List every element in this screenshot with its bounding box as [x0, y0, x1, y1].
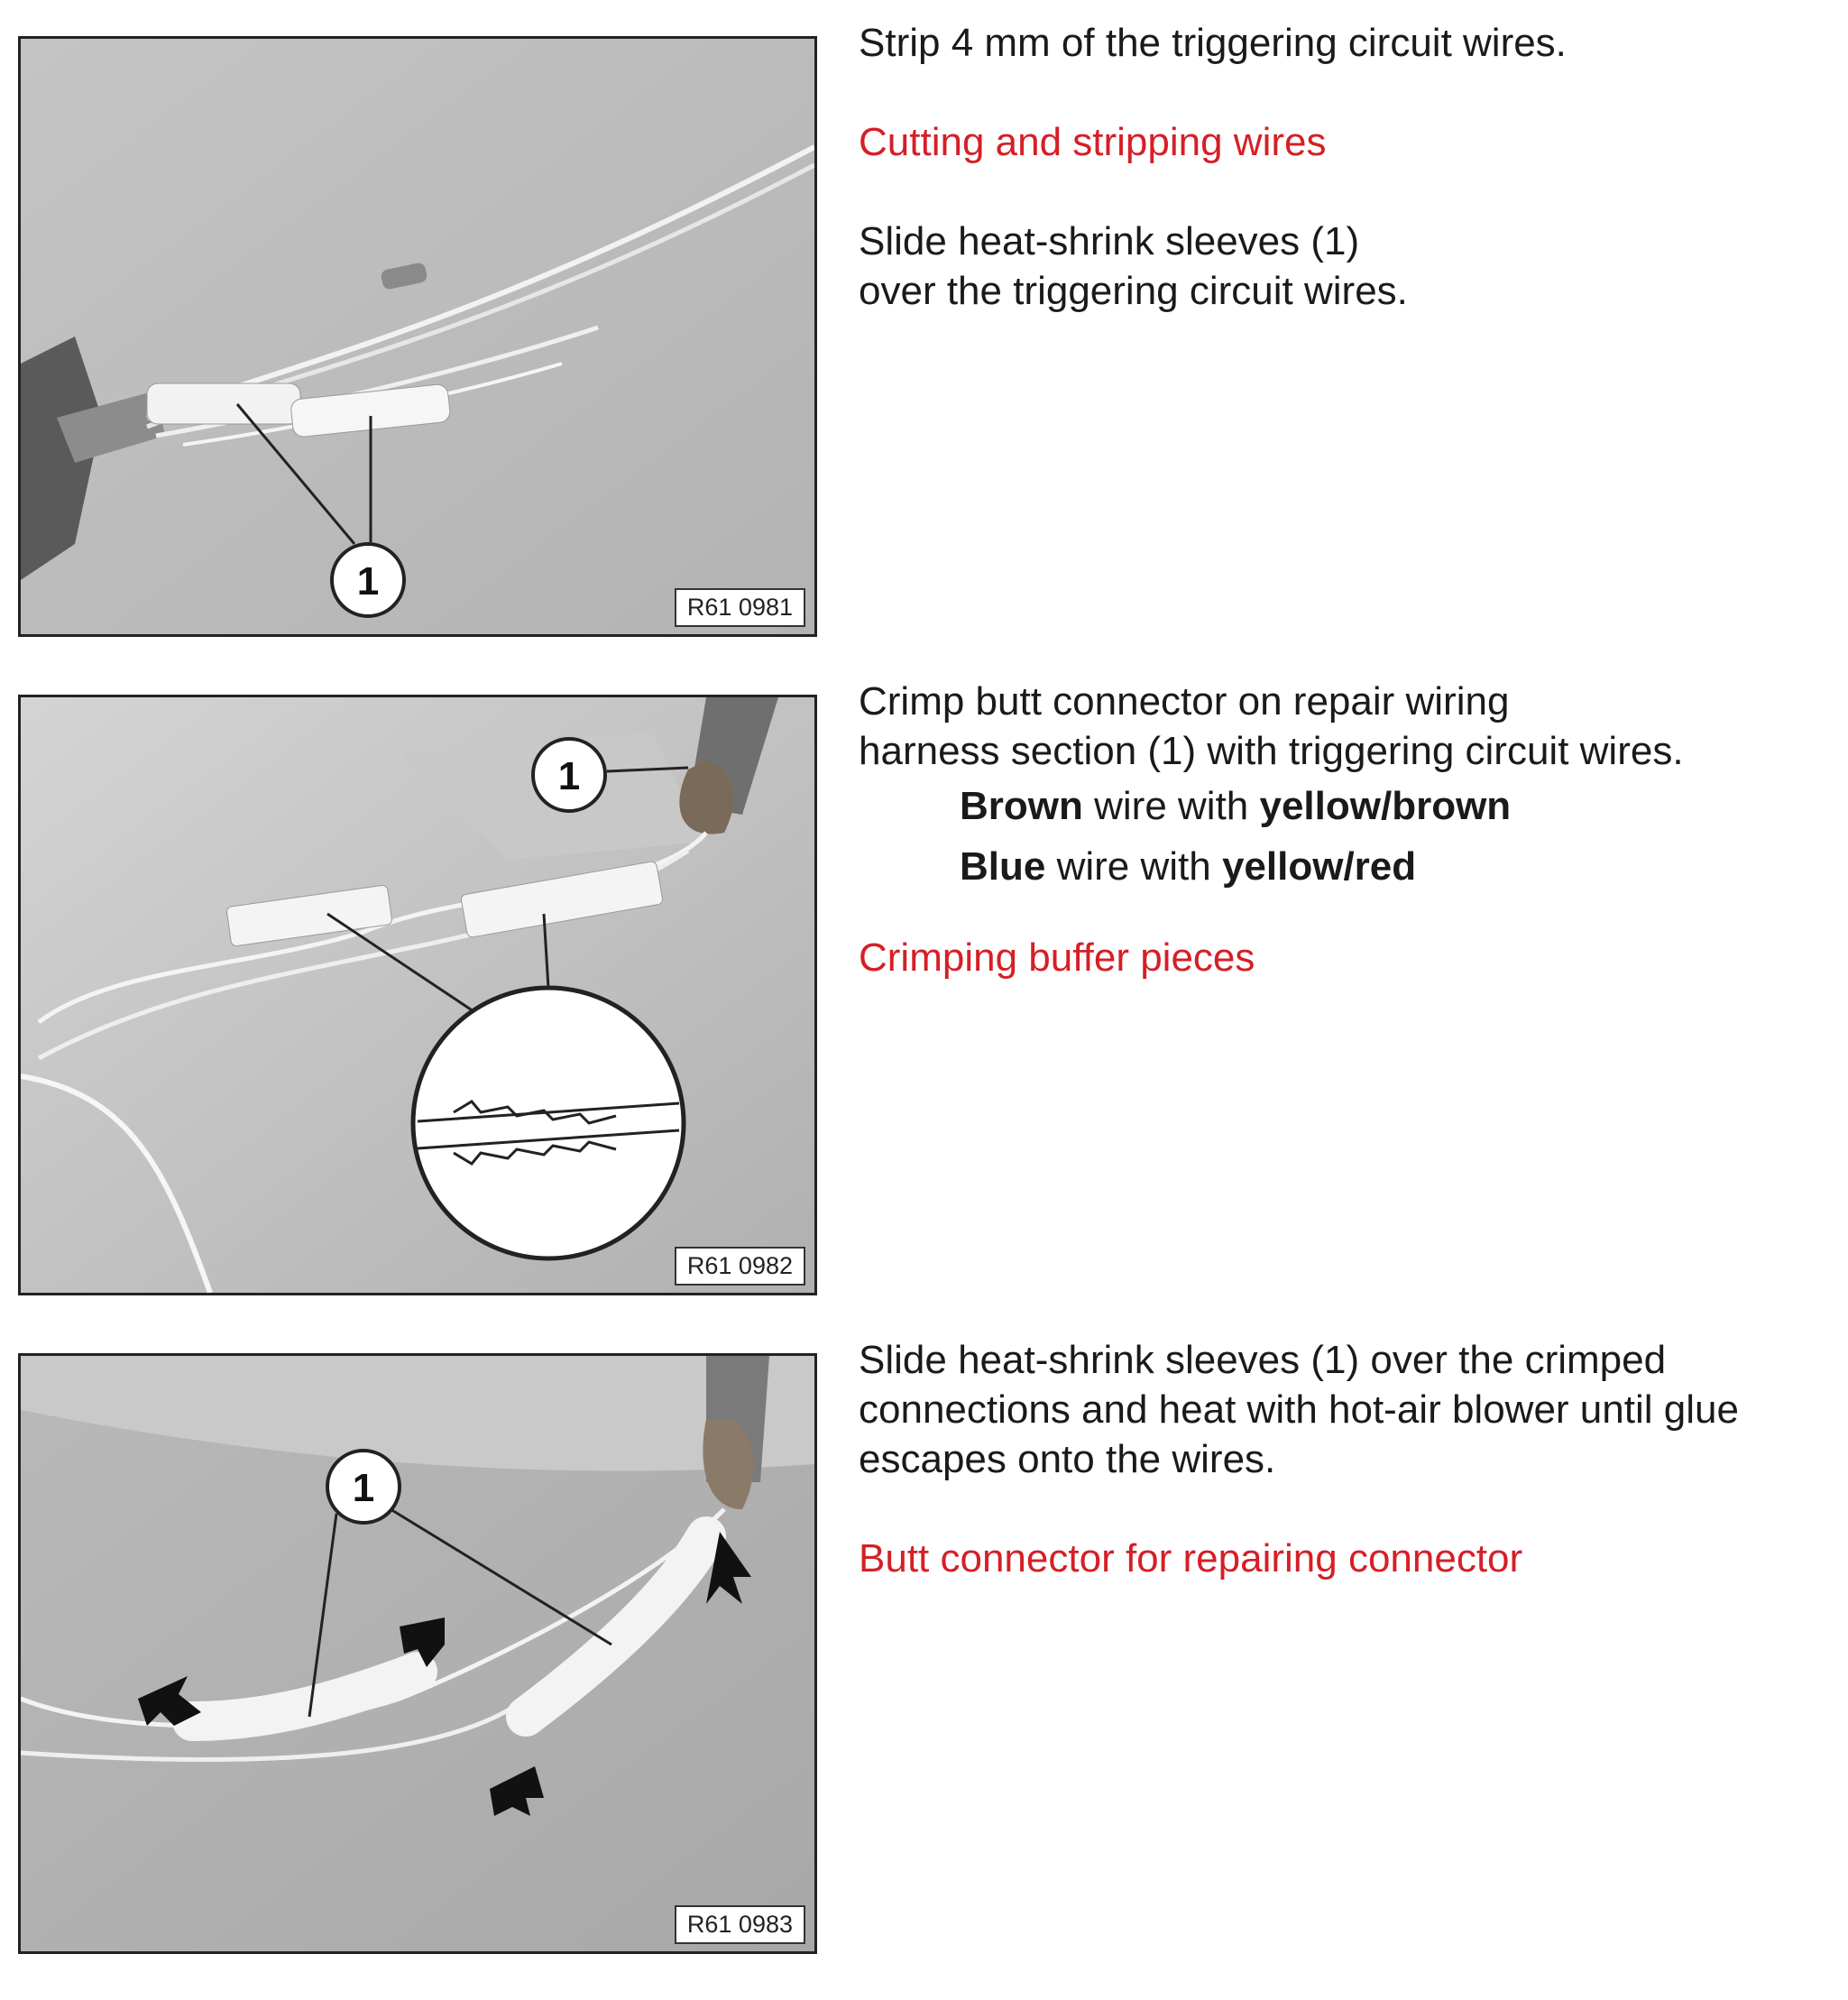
figure-r61-0981	[18, 36, 817, 637]
callout-1: 1	[352, 1466, 375, 1510]
instruction-heat-line-1: Slide heat-shrink sleeves (1) over the crimped	[859, 1338, 1667, 1382]
figure-r61-0983	[18, 1353, 817, 1954]
instruction-crimp-line-2: harness section (1) with triggering circuit wires.	[859, 729, 1684, 773]
instruction-sleeves-line-1: Slide heat-shrink sleeves (1)	[859, 219, 1360, 263]
link-crimping-buffer[interactable]: Crimping buffer pieces	[859, 935, 1255, 980]
callout-1: 1	[557, 754, 581, 798]
wire-stripping-photo	[21, 39, 814, 634]
instruction-sleeves-line-2: over the triggering circuit wires.	[859, 269, 1408, 313]
callout-1: 1	[356, 559, 380, 604]
link-butt-connector[interactable]: Butt connector for repairing connector	[859, 1536, 1523, 1581]
figure-r61-0982	[18, 695, 817, 1295]
link-cutting-stripping[interactable]: Cutting and stripping wires	[859, 120, 1327, 164]
instruction-heat-line-2: connections and heat with hot-air blower until glue	[859, 1387, 1739, 1432]
figure-label: R61 0983	[675, 1905, 805, 1944]
heat-shrink-photo	[21, 1356, 814, 1951]
figure-label: R61 0982	[675, 1247, 805, 1286]
wire-pair-brown: Brown wire with yellow/brown	[960, 784, 1512, 828]
instruction-crimp-line-1: Crimp butt connector on repair wiring	[859, 679, 1510, 724]
figure-label: R61 0981	[675, 588, 805, 627]
crimp-connector-photo	[21, 697, 814, 1293]
instruction-strip: Strip 4 mm of the triggering circuit wires.	[859, 21, 1567, 65]
instruction-heat-line-3: escapes onto the wires.	[859, 1437, 1276, 1481]
wire-pair-blue: Blue wire with yellow/red	[960, 844, 1417, 889]
wire-pair-list	[960, 776, 1833, 897]
